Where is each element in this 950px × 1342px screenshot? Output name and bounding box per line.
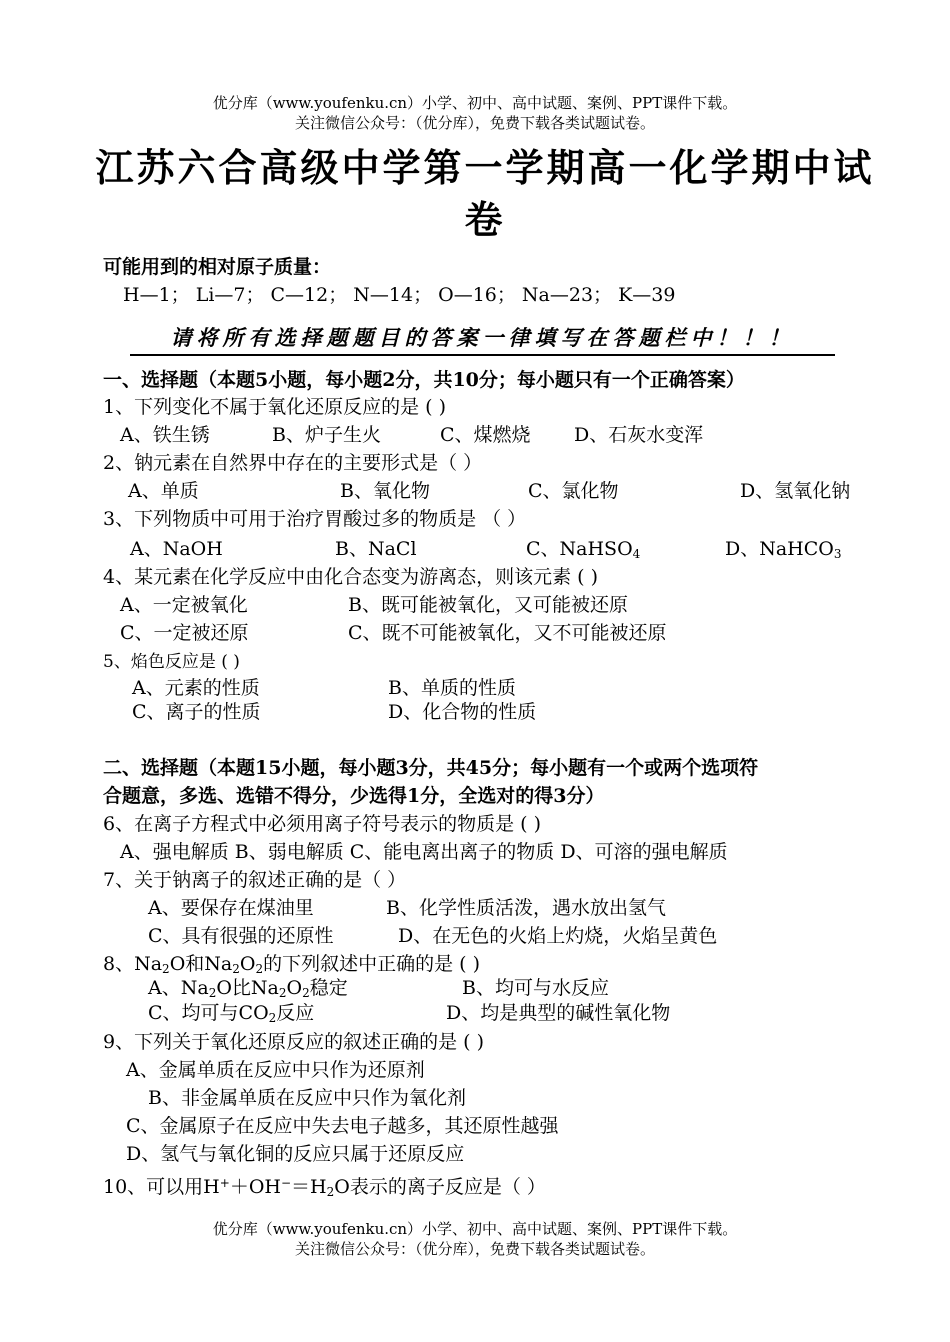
q1-option-a: A、铁生锈 <box>120 424 210 446</box>
q5-option-a: A、元素的性质 <box>132 677 260 699</box>
q3-option-b: B、NaCl <box>335 538 417 560</box>
q4-option-d: C、既不可能被氧化，又不可能被还原 <box>348 622 667 644</box>
q5-option-d: D、化合物的性质 <box>388 701 537 723</box>
page-title: 江苏六合高级中学第一学期高一化学期中试卷 <box>95 145 875 242</box>
answer-notice: 请将所有选择题题目的答案一律填写在答题栏中！！！ <box>130 322 835 356</box>
footer-line-1: 优分库（www.youfenku.cn）小学、初中、高中试题、案例、PPT课件下载。 <box>212 1220 738 1238</box>
q5-stem: 5、焰色反应是 ( ) <box>103 652 240 672</box>
q1-option-c: C、煤燃烧 <box>440 424 531 446</box>
q7-stem: 7、关于钠离子的叙述正确的是（ ） <box>103 869 407 891</box>
q8-option-a: A、$Na_2O$比$Na_2O_2$稳定 <box>148 977 348 1000</box>
q4-stem: 4、某元素在化学反应中由化合态变为游离态，则该元素 ( ) <box>103 566 598 588</box>
footer-line-2: 关注微信公众号：（优分库），免费下载各类试题试卷。 <box>294 1240 655 1258</box>
section1-heading: 一、选择题（本题5小题，每小题2分，共10分；每小题只有一个正确答案） <box>103 369 745 391</box>
q4-option-a: A、一定被氧化 <box>120 594 248 616</box>
q1-option-d: D、石灰水变浑 <box>574 424 704 446</box>
q9-option-c: C、金属原子在反应中失去电子越多，其还原性越强 <box>126 1115 559 1137</box>
q3-stem: 3、下列物质中可用于治疗胃酸过多的物质是 （ ） <box>103 508 527 530</box>
atomic-mass-label: 可能用到的相对原子质量： <box>103 256 332 278</box>
q9-stem: 9、下列关于氧化还原反应的叙述正确的是 ( ) <box>103 1031 484 1053</box>
q4-option-c: C、一定被还原 <box>120 622 249 644</box>
q8-option-c: C、均可与$CO_2$反应 <box>148 1002 315 1025</box>
q7-option-a: A、要保存在煤油里 <box>148 897 314 919</box>
q6-options: A、强电解质 B、弱电解质 C、能电离出离子的物质 D、可溶的强电解质 <box>120 841 728 863</box>
q5-option-c: C、离子的性质 <box>132 701 261 723</box>
q2-option-b: B、氧化物 <box>340 480 430 502</box>
q6-stem: 6、在离子方程式中必须用离子符号表示的物质是 ( ) <box>103 813 541 835</box>
q10-stem: 10、可以用$H^++OH^-=H_2O$表示的离子反应是（ ） <box>103 1176 546 1199</box>
header-line-2: 关注微信公众号：（优分库），免费下载各类试题试卷。 <box>294 114 655 132</box>
q7-option-b: B、化学性质活泼，遇水放出氢气 <box>386 897 666 919</box>
q3-option-c: C、NaHSO$_4$ <box>526 538 641 561</box>
q2-option-d: D、氢氧化钠 <box>740 480 851 502</box>
q7-option-c: C、具有很强的还原性 <box>148 925 334 947</box>
section2-heading-line1: 二、选择题（本题15小题，每小题3分，共45分；每小题有一个或两个选项符 <box>103 757 759 779</box>
q5-option-b: B、单质的性质 <box>388 677 516 699</box>
q2-stem: 2、钠元素在自然界中存在的主要形式是（ ） <box>103 452 483 474</box>
q3-option-d: D、NaHCO$_3$ <box>725 538 842 561</box>
q8-option-b: B、均可与水反应 <box>462 977 609 999</box>
atomic-mass-values: H—1； Li—7； C—12； N—14； O—16； Na—23； K—39 <box>123 284 676 306</box>
header-line-1: 优分库（www.youfenku.cn）小学、初中、高中试题、案例、PPT课件下载。 <box>212 94 738 112</box>
q8-option-d: D、均是典型的碱性氧化物 <box>446 1002 671 1024</box>
section2-heading-line2: 合题意，多选、选错不得分，少选得1分，全选对的得3分） <box>103 785 605 807</box>
q2-option-c: C、氯化物 <box>528 480 619 502</box>
q3-option-a: A、NaOH <box>130 538 223 560</box>
q1-option-b: B、炉子生火 <box>272 424 381 446</box>
q9-option-d: D、氢气与氧化铜的反应只属于还原反应 <box>126 1143 465 1165</box>
q7-option-d: D、在无色的火焰上灼烧，火焰呈黄色 <box>398 925 718 947</box>
q4-option-b: B、既可能被氧化，又可能被还原 <box>348 594 628 616</box>
q9-option-b: B、非金属单质在反应中只作为氧化剂 <box>148 1087 466 1109</box>
q9-option-a: A、金属单质在反应中只作为还原剂 <box>126 1059 425 1081</box>
q2-option-a: A、单质 <box>128 480 199 502</box>
q1-stem: 1、下列变化不属于氧化还原反应的是 ( ) <box>103 396 446 418</box>
q8-stem: 8、$Na_2O$和$Na_2O_2$的下列叙述中正确的是 ( ) <box>103 953 480 976</box>
